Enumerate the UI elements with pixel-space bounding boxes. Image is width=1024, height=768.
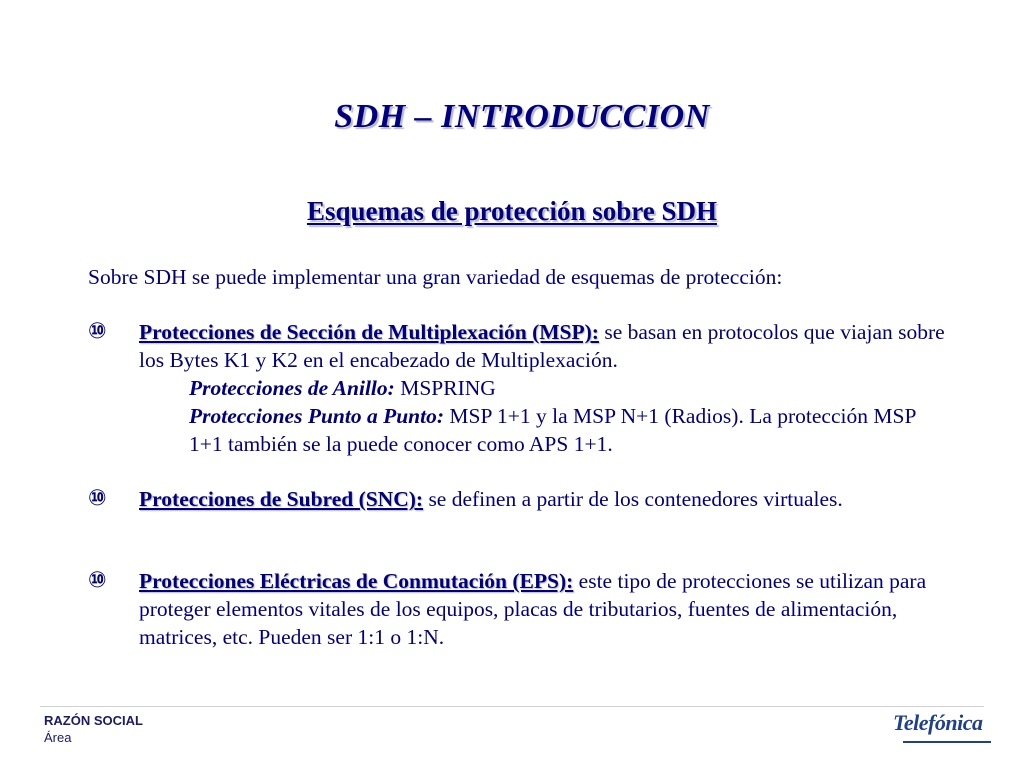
subitem-punto-a-punto bbox=[189, 402, 948, 458]
logo-underline bbox=[903, 741, 991, 743]
bullet-text: este tipo de protecciones se utilizan para proteger elementos vitales de los equipos, placas de tributarios, fuentes de alimentación, matrices, etc. Pueden ser 1:1 o 1:N. bbox=[139, 569, 927, 649]
bullet-heading: Protecciones de Sección de Multiplexación (MSP): bbox=[139, 320, 599, 344]
slide-subtitle: Esquemas de protección sobre SDH bbox=[306, 196, 718, 226]
bullet-icon: ⑩ bbox=[88, 568, 107, 593]
bullet-text: se basan en protocolos que viajan sobre los Bytes K1 y K2 en el encabezado de Multiplexación. bbox=[139, 320, 945, 372]
bullet-content bbox=[139, 318, 948, 458]
footer-divider bbox=[40, 706, 984, 707]
bullet-heading: Protecciones Eléctricas de Conmutación (EPS): bbox=[139, 569, 574, 593]
bullet-icon: ⑩ bbox=[88, 486, 107, 511]
bullet-text: se definen a partir de los contenedores virtuales. bbox=[423, 487, 843, 511]
subitem-label: Protecciones de Anillo: bbox=[189, 376, 395, 400]
logo-text: Telefónica bbox=[893, 710, 983, 735]
bullet-snc bbox=[88, 485, 948, 513]
intro-text: Sobre SDH se puede implementar una gran variedad de esquemas de protección: bbox=[88, 265, 783, 289]
bullet-eps bbox=[88, 567, 948, 651]
bullet-content bbox=[139, 567, 948, 651]
bullet-icon: ⑩ bbox=[88, 319, 107, 344]
bullet-msp bbox=[88, 318, 948, 458]
subitem-anillo bbox=[189, 374, 948, 402]
footer-company: RAZÓN SOCIAL bbox=[44, 713, 143, 728]
slide-title: SDH – INTRODUCCION bbox=[334, 98, 710, 135]
subitem-label: Protecciones Punto a Punto: bbox=[189, 404, 445, 428]
subitem-text: MSP 1+1 y la MSP N+1 (Radios). La protección MSP 1+1 también se la puede conocer como APS 1+1. bbox=[189, 404, 916, 456]
telefonica-logo bbox=[893, 710, 993, 748]
bullet-content bbox=[139, 485, 948, 513]
subitem-text: MSPRING bbox=[394, 376, 496, 400]
footer-area: Área bbox=[44, 730, 72, 745]
bullet-heading: Protecciones de Subred (SNC): bbox=[139, 487, 424, 511]
